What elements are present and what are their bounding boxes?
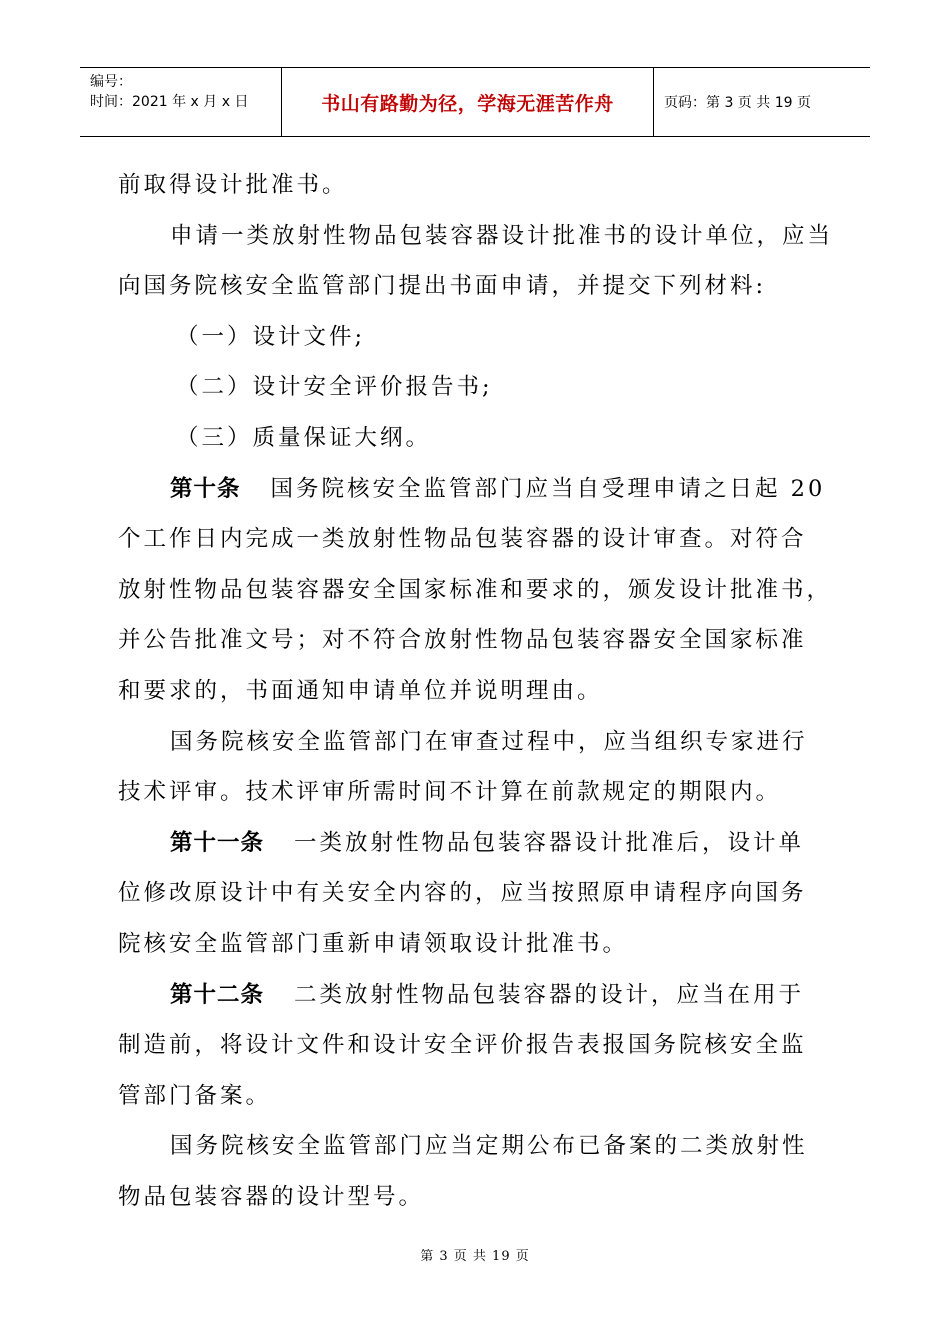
body-line: 向国务院核安全监管部门提出书面申请，并提交下列材料: [118, 273, 767, 300]
document-time-label: 时间：2021 年 x 月 x 日 [90, 94, 249, 110]
body-line: 个工作日内完成一类放射性物品包装容器的设计审查。对符合 [118, 526, 807, 553]
document-number-label: 编号： [90, 74, 132, 90]
header-page-info: 页码：第 3 页 共 19 页 [664, 95, 811, 111]
body-line: 国务院核安全监管部门应当定期公布已备案的二类放射性 [170, 1133, 808, 1160]
body-line: 管部门备案。 [118, 1082, 272, 1109]
body-line: 放射性物品包装容器安全国家标准和要求的，颁发设计批准书， [118, 576, 833, 603]
body-line: 国务院核安全监管部门应当自受理申请之日起 20 [270, 475, 826, 502]
list-item: （一）设计文件; [176, 323, 366, 350]
header-motto: 书山有路勤为径，学海无涯苦作舟 [282, 68, 654, 136]
body-line: 二类放射性物品包装容器的设计，应当在用于 [294, 981, 805, 1008]
list-item: （二）设计安全评价报告书; [176, 374, 493, 401]
body-line: 位修改原设计中有关安全内容的，应当按照原申请程序向国务 [118, 880, 807, 907]
body-line: 前取得设计批准书。 [118, 172, 348, 198]
body-line: 和要求的，书面通知申请单位并说明理由。 [118, 677, 603, 704]
article-title: 第十二条 [170, 981, 265, 1008]
body-line: 一类放射性物品包装容器设计批准后，设计单 [294, 829, 805, 856]
page-footer: 第 3 页 共 19 页 [420, 1249, 530, 1264]
article-11 [118, 818, 838, 869]
body-line: 国务院核安全监管部门在审查过程中，应当组织专家进行 [170, 728, 808, 755]
article-12 [118, 970, 838, 1021]
body-line: 制造前，将设计文件和设计安全评价报告表报国务院核安全监 [118, 1032, 807, 1059]
document-body [118, 160, 838, 1222]
body-line: 申请一类放射性物品包装容器设计批准书的设计单位，应当 [170, 222, 834, 249]
header-meta [80, 68, 282, 136]
body-line: 并公告批准文号；对不符合放射性物品包装容器安全国家标准 [118, 627, 807, 654]
list-item: （三）质量保证大纲。 [176, 424, 432, 451]
body-line: 技术评审。技术评审所需时间不计算在前款规定的期限内。 [118, 779, 782, 806]
header-table [80, 67, 870, 137]
article-title: 第十一条 [170, 829, 265, 856]
article-10 [118, 464, 838, 515]
body-line: 院核安全监管部门重新申请领取设计批准书。 [118, 930, 629, 957]
body-line: 物品包装容器的设计型号。 [118, 1183, 425, 1210]
article-title: 第十条 [170, 475, 241, 502]
